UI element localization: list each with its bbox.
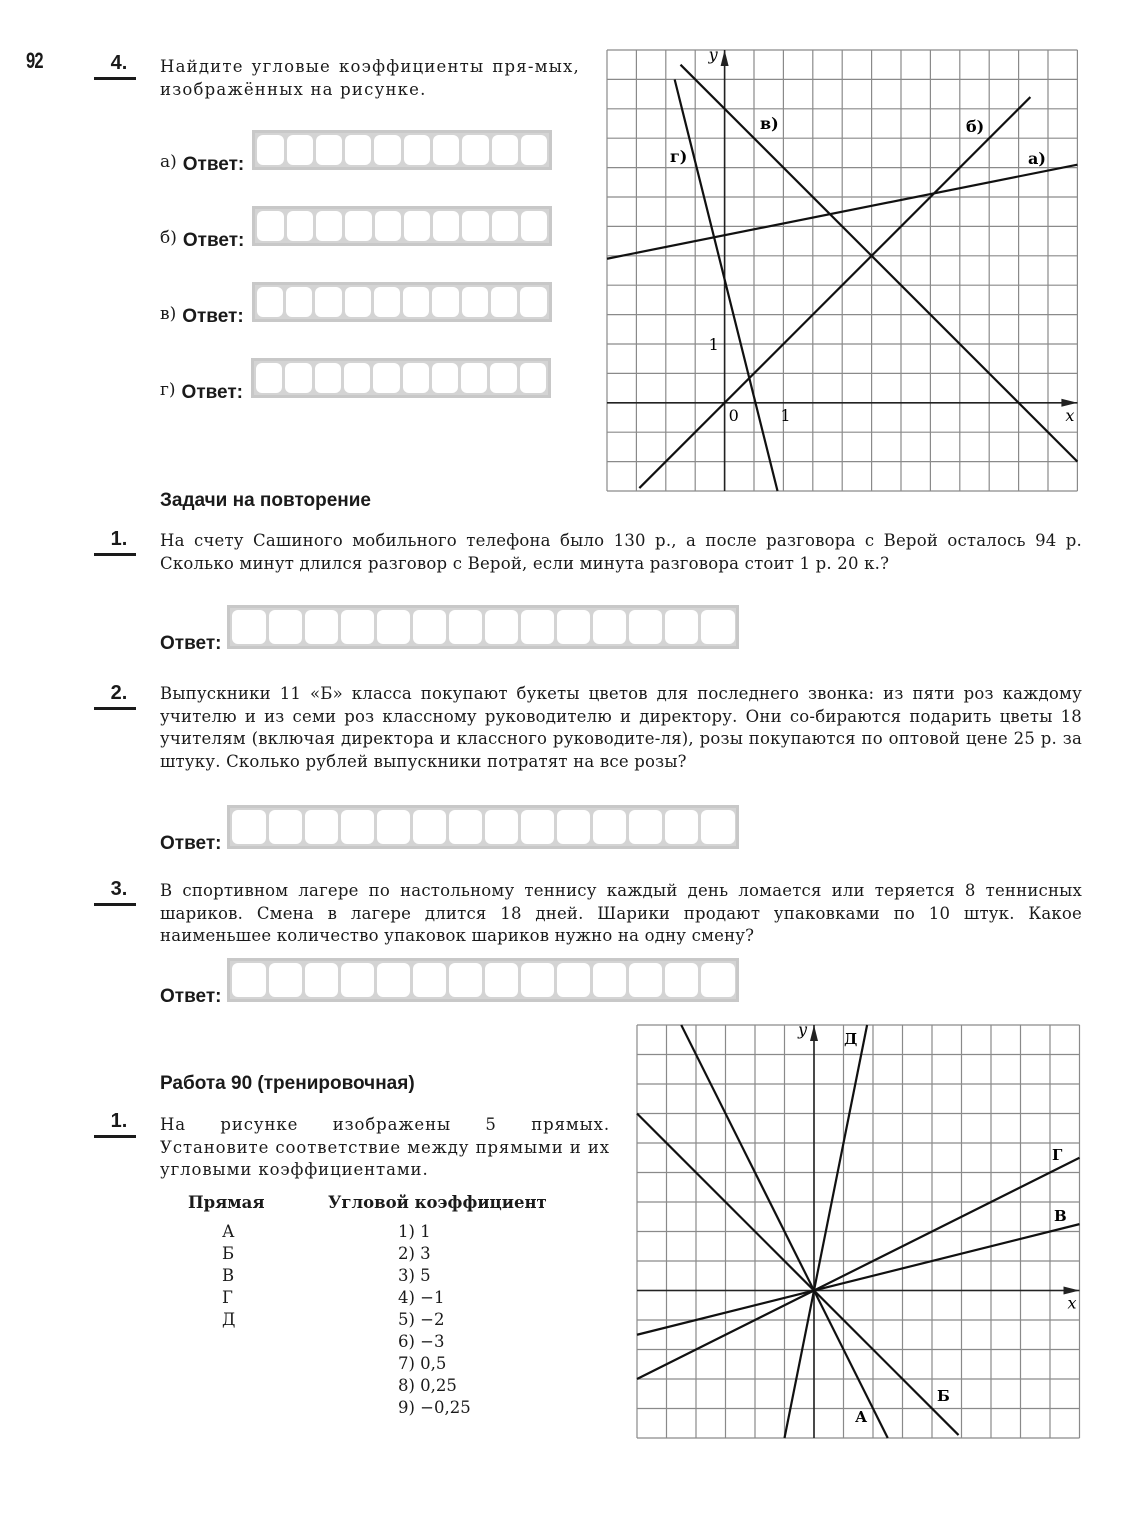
answer-label: Ответ: <box>160 833 222 854</box>
answer-row <box>160 358 551 403</box>
answer-cell[interactable] <box>373 363 399 393</box>
line-label: Д <box>844 1030 858 1048</box>
answer-input[interactable] <box>227 805 739 849</box>
match-coef-header <box>328 1192 547 1214</box>
graph-lines-abvgd <box>630 1015 1090 1445</box>
answer-label: Ответ: <box>182 306 244 327</box>
answer-row <box>160 958 739 1007</box>
task-text: В спортивном лагере по настольному теннису каждый день ломается или теряется 8 теннисных шариков. Смена в лагере длится 18 дней. Шарики продают упаковками по 10 штук. Какое наименьшее количество упаковок шариков нужно на одну смену? <box>160 881 1082 945</box>
answer-cell[interactable] <box>345 211 371 241</box>
answer-cell[interactable] <box>521 963 554 997</box>
task-number <box>96 878 142 906</box>
answer-row <box>160 605 739 654</box>
answer-cell[interactable] <box>232 963 265 997</box>
y-axis-arrow-icon <box>810 1025 818 1041</box>
answer-prefix: в) <box>160 304 177 324</box>
line-label: б) <box>966 117 985 136</box>
task-number-underline <box>94 903 136 906</box>
answer-cell[interactable] <box>315 287 341 317</box>
answer-cell[interactable] <box>403 363 429 393</box>
answer-cell[interactable] <box>491 287 517 317</box>
answer-cell[interactable] <box>629 610 662 644</box>
answer-label: Ответ: <box>182 154 245 175</box>
y-axis-label: y <box>798 1020 808 1039</box>
coefficient-option: 5) −2 <box>398 1310 445 1329</box>
answer-label: Ответ: <box>181 382 244 403</box>
line-label: Г <box>1052 1146 1063 1164</box>
coefficient-option: 6) −3 <box>398 1332 445 1351</box>
origin-label: 0 <box>728 405 739 425</box>
line-option: А <box>222 1222 235 1241</box>
x-axis-label: x <box>1067 1293 1077 1313</box>
answer-cell[interactable] <box>305 610 338 644</box>
answer-cell[interactable] <box>449 810 482 844</box>
answer-cell[interactable] <box>341 810 374 844</box>
answer-cell[interactable] <box>374 287 400 317</box>
line-label: в) <box>760 114 779 133</box>
task-number <box>96 528 142 556</box>
answer-prefix: б) <box>160 228 177 248</box>
task-number-underline <box>94 1135 136 1138</box>
coefficient-option: 7) 0,5 <box>398 1354 447 1373</box>
match-lines-header <box>188 1192 265 1214</box>
answer-cell[interactable] <box>341 963 374 997</box>
answer-cell[interactable] <box>485 963 518 997</box>
answer-cell[interactable] <box>485 810 518 844</box>
line-label: В <box>1054 1207 1067 1225</box>
grid <box>607 50 1077 491</box>
answer-cell[interactable] <box>256 363 282 393</box>
answer-cell[interactable] <box>232 810 265 844</box>
line-label: Б <box>937 1387 950 1405</box>
coefficients-list <box>398 1221 471 1419</box>
line-option: Д <box>222 1310 236 1329</box>
task-number <box>96 682 142 710</box>
answer-cell[interactable] <box>449 610 482 644</box>
answer-cell[interactable] <box>492 135 518 165</box>
answer-cell[interactable] <box>593 810 626 844</box>
answer-label: Ответ: <box>160 986 222 1007</box>
line-label: А <box>855 1408 868 1426</box>
answer-cell[interactable] <box>375 211 401 241</box>
lines-list <box>222 1221 235 1331</box>
x-tick-label: 1 <box>780 405 791 425</box>
answer-cell[interactable] <box>701 963 734 997</box>
answer-cell[interactable] <box>665 963 698 997</box>
answer-cell[interactable] <box>413 610 446 644</box>
answer-cell[interactable] <box>403 287 429 317</box>
task-text: На счету Сашиного мобильного телефона было 130 р., а после разговора с Верой осталось 94 р. Сколько минут длился разговор с Верой, если минута разговора стоит 1 р. 20 к.? <box>160 531 1082 573</box>
answer-label: Ответ: <box>182 230 245 251</box>
answer-cell[interactable] <box>413 810 446 844</box>
line-label: г) <box>670 147 688 166</box>
answer-cell[interactable] <box>341 610 374 644</box>
coefficient-option: 8) 0,25 <box>398 1376 457 1395</box>
line-2 <box>639 97 1030 488</box>
coef-column-header: Угловой коэффициент <box>328 1193 547 1212</box>
answer-cell[interactable] <box>345 135 371 165</box>
task-number-text: 2. <box>110 682 128 704</box>
section-heading-work90: Работа 90 (тренировочная) <box>160 1073 415 1094</box>
answer-cell[interactable] <box>316 135 342 165</box>
answer-cell[interactable] <box>520 287 546 317</box>
answer-cell[interactable] <box>462 211 488 241</box>
answer-prefix: а) <box>160 152 177 172</box>
answer-cell[interactable] <box>557 963 590 997</box>
answer-cell[interactable] <box>462 287 488 317</box>
task-text: Найдите угловые коэффициенты пря-мых, изображённых на рисунке. <box>160 57 580 99</box>
answer-cell[interactable] <box>629 963 662 997</box>
answer-input[interactable] <box>252 130 552 170</box>
answer-cell[interactable] <box>520 363 546 393</box>
page-number: 92 <box>26 48 43 73</box>
answer-cell[interactable] <box>521 610 554 644</box>
coefficient-option: 1) 1 <box>398 1222 431 1241</box>
answer-cell[interactable] <box>377 810 410 844</box>
line-3 <box>637 1224 1080 1335</box>
answer-cell[interactable] <box>269 610 302 644</box>
answer-cell[interactable] <box>462 135 488 165</box>
line-option: В <box>222 1266 235 1285</box>
answer-cell[interactable] <box>257 135 283 165</box>
answer-cell[interactable] <box>521 211 547 241</box>
coefficient-option: 3) 5 <box>398 1266 431 1285</box>
coefficient-option: 9) −0,25 <box>398 1398 471 1417</box>
grid <box>637 1025 1080 1438</box>
answer-cell[interactable] <box>404 211 430 241</box>
y-axis-label: y <box>708 45 718 64</box>
task-number-text: 3. <box>110 878 128 900</box>
answer-cell[interactable] <box>521 135 547 165</box>
answer-cell[interactable] <box>665 610 698 644</box>
answer-cell[interactable] <box>287 211 313 241</box>
line-2 <box>637 1114 959 1436</box>
answer-cell[interactable] <box>665 810 698 844</box>
answer-cell[interactable] <box>485 610 518 644</box>
answer-input[interactable] <box>252 206 552 246</box>
lines-column-header: Прямая <box>188 1193 265 1212</box>
answer-cell[interactable] <box>521 810 554 844</box>
answer-cell[interactable] <box>404 135 430 165</box>
answer-cell[interactable] <box>490 363 516 393</box>
answer-cell[interactable] <box>377 610 410 644</box>
answer-cell[interactable] <box>305 963 338 997</box>
answer-cell[interactable] <box>413 963 446 997</box>
section-heading-review: Задачи на повторение <box>160 490 372 511</box>
coefficient-option: 2) 3 <box>398 1244 431 1263</box>
task-number <box>96 52 142 80</box>
answer-input[interactable] <box>251 358 551 398</box>
task-number <box>96 1110 142 1138</box>
answer-input[interactable] <box>227 958 739 1002</box>
answer-cell[interactable] <box>432 363 458 393</box>
task-number-underline <box>94 77 136 80</box>
answer-cell[interactable] <box>432 287 458 317</box>
answer-cell[interactable] <box>593 963 626 997</box>
task-text: Выпускники 11 «Б» класса покупают букеты цветов для последнего звонка: из пяти роз каждому учителю и из семи роз классному руководителю и директору. Они со-бираются подарить цветы 18 учителям (включая директора и классного руководите-ля), розы покупаются по оптовой цене 25 р. за штуку. Сколько рублей выпускники потратят на все розы? <box>160 684 1082 771</box>
answer-cell[interactable] <box>232 610 265 644</box>
answer-cell[interactable] <box>629 810 662 844</box>
task-number-underline <box>94 553 136 556</box>
task-number-text: 1. <box>110 528 128 550</box>
answer-cell[interactable] <box>315 363 341 393</box>
answer-cell[interactable] <box>377 963 410 997</box>
line-label: а) <box>1028 149 1046 168</box>
answer-cell[interactable] <box>557 610 590 644</box>
answer-row <box>160 206 552 251</box>
answer-label: Ответ: <box>160 633 222 654</box>
answer-cell[interactable] <box>433 211 459 241</box>
answer-input[interactable] <box>227 605 739 649</box>
answer-cell[interactable] <box>449 963 482 997</box>
answer-cell[interactable] <box>257 211 283 241</box>
answer-cell[interactable] <box>433 135 459 165</box>
x-axis-label: x <box>1065 405 1075 425</box>
task-number-text: 1. <box>110 1110 128 1132</box>
task-text: На рисунке изображены 5 прямых. Установите соответствие между прямыми и их угловыми коэффициентами. <box>160 1115 610 1179</box>
answer-cell[interactable] <box>305 810 338 844</box>
answer-row <box>160 130 552 175</box>
task-number-underline <box>94 707 136 710</box>
answer-cell[interactable] <box>316 211 342 241</box>
answer-cell[interactable] <box>269 963 302 997</box>
answer-row <box>160 282 552 327</box>
answer-cell[interactable] <box>257 287 283 317</box>
graph-lines-abvg <box>600 40 1090 505</box>
answer-cell[interactable] <box>269 810 302 844</box>
answer-cell[interactable] <box>287 135 313 165</box>
answer-input[interactable] <box>252 282 552 322</box>
answer-cell[interactable] <box>285 363 311 393</box>
answer-cell[interactable] <box>701 810 734 844</box>
answer-row <box>160 805 739 854</box>
answer-cell[interactable] <box>345 287 371 317</box>
answer-cell[interactable] <box>701 610 734 644</box>
answer-prefix: г) <box>160 380 176 400</box>
answer-cell[interactable] <box>374 135 400 165</box>
answer-cell[interactable] <box>461 363 487 393</box>
answer-cell[interactable] <box>492 211 518 241</box>
task-number-text: 4. <box>110 52 128 74</box>
line-option: Г <box>222 1288 233 1307</box>
answer-cell[interactable] <box>557 810 590 844</box>
y-axis-arrow-icon <box>721 50 729 66</box>
answer-cell[interactable] <box>286 287 312 317</box>
coefficient-option: 4) −1 <box>398 1288 445 1307</box>
y-tick-label: 1 <box>708 335 719 354</box>
answer-cell[interactable] <box>593 610 626 644</box>
line-option: Б <box>222 1244 235 1263</box>
answer-cell[interactable] <box>344 363 370 393</box>
line-4 <box>637 1158 1080 1379</box>
